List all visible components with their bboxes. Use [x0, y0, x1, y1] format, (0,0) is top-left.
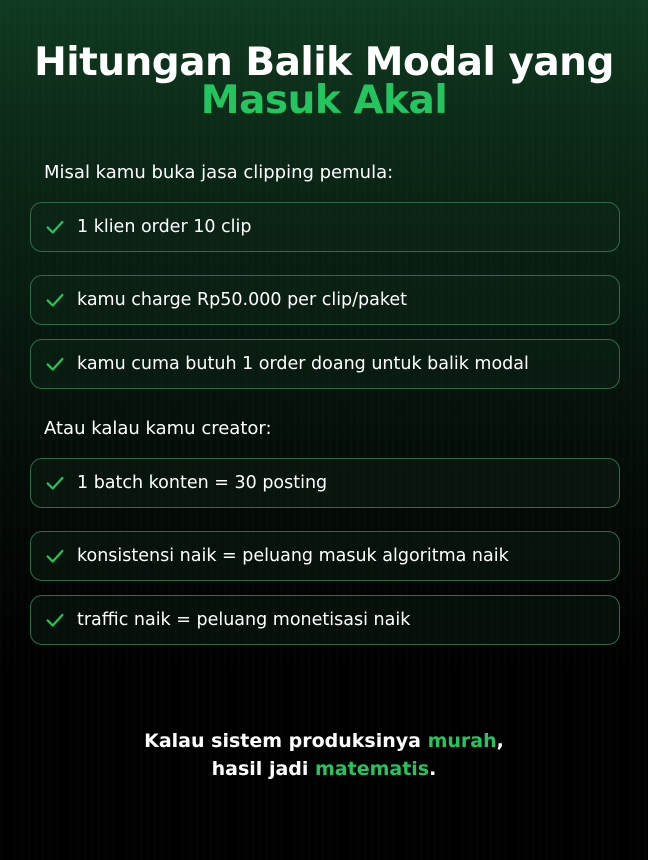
check-icon [44, 353, 66, 375]
title-line-1: Hitungan Balik Modal yang [34, 40, 614, 85]
footer-accent-murah: murah [427, 730, 497, 752]
check-icon [44, 609, 66, 631]
list-item [30, 595, 620, 645]
footer-line-2 [0, 755, 648, 783]
list-item-text: 1 batch konten = 30 posting [77, 473, 328, 493]
list-item-text: kamu cuma butuh 1 order doang untuk balik modal [77, 354, 529, 374]
list-item-text: konsistensi naik = peluang masuk algoritma naik [77, 546, 509, 566]
list-item [30, 202, 620, 252]
list-item [30, 275, 620, 325]
check-icon [44, 216, 66, 238]
footer-line-1-prefix: Kalau sistem produksinya [144, 730, 428, 752]
check-icon [44, 289, 66, 311]
list-item [30, 458, 620, 508]
check-icon [44, 545, 66, 567]
section-2-label: Atau kalau kamu creator: [44, 418, 272, 439]
footer-line-2-suffix: . [429, 758, 437, 780]
list-item [30, 531, 620, 581]
title-line-2: Masuk Akal [200, 78, 448, 123]
footer-accent-matematis: matematis [315, 758, 430, 780]
list-item [30, 339, 620, 389]
list-item-text: kamu charge Rp50.000 per clip/paket [77, 290, 408, 310]
list-item-text: 1 klien order 10 clip [77, 217, 252, 237]
footer-line-1 [0, 727, 648, 755]
list-item-text: traffic naik = peluang monetisasi naik [77, 610, 411, 630]
section-1-label: Misal kamu buka jasa clipping pemula: [44, 162, 394, 183]
footer-line-2-prefix: hasil jadi [211, 758, 315, 780]
check-icon [44, 472, 66, 494]
footer-line-1-suffix: , [496, 730, 504, 752]
